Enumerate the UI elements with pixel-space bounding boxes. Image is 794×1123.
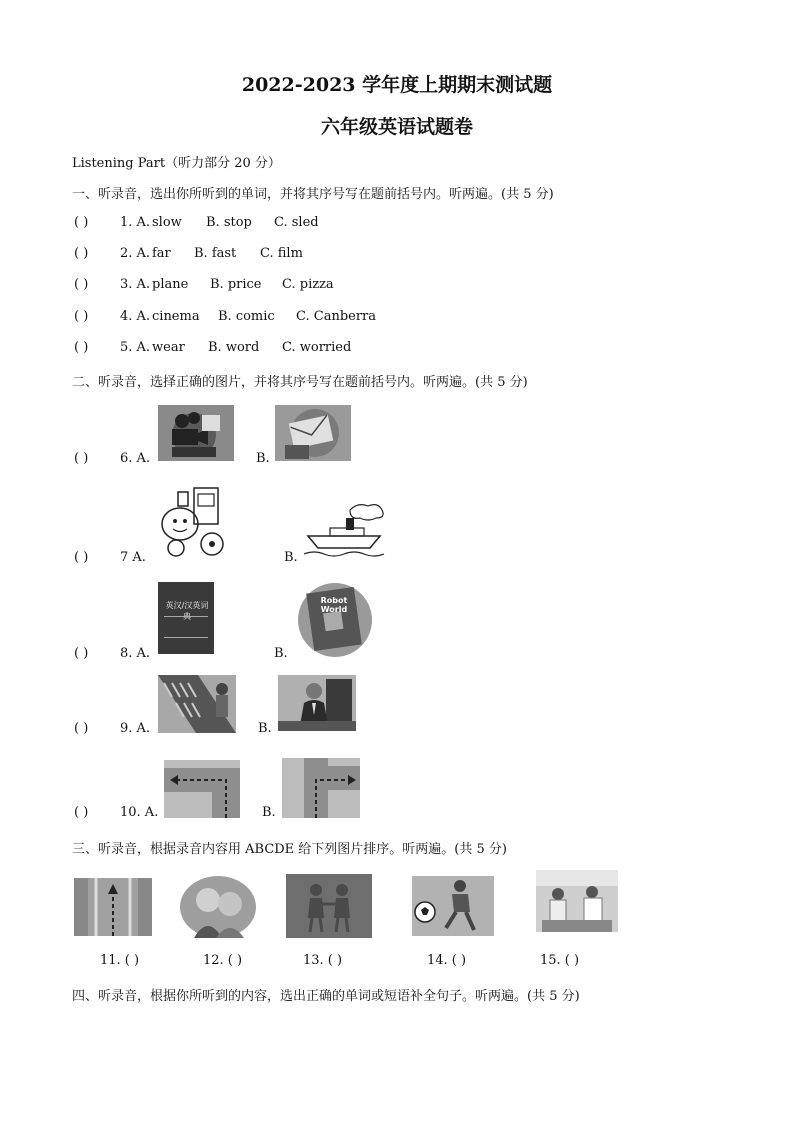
- answer-bracket[interactable]: ( ): [74, 340, 89, 355]
- turn-right-arrow-icon: [282, 758, 360, 818]
- question-2: ( ) 2. A. far B. fast C. film: [74, 246, 303, 261]
- section3-heading: 三、听录音，根据录音内容用 ABCDE 给下列图片排序。听两遍。(共 5 分): [72, 842, 507, 857]
- dictionary-title: 英汉/汉英词典: [165, 601, 209, 621]
- grandparents-picture[interactable]: [180, 876, 256, 938]
- order-answer-13[interactable]: 13. ( ): [303, 953, 343, 968]
- two-children-icon: [286, 874, 372, 938]
- children-hands-picture[interactable]: [286, 874, 372, 938]
- robot-book-picture[interactable]: [294, 582, 376, 658]
- question-3: ( ) 3. A. plane B. price C. pizza: [74, 277, 334, 292]
- answer-bracket[interactable]: ( ): [74, 451, 89, 466]
- doctor-patient-picture[interactable]: [536, 870, 618, 932]
- page-title: 2022-2023 学年度上期期末测试题: [241, 74, 553, 96]
- question-5: ( ) 5. A. wear B. word C. worried: [74, 340, 352, 355]
- soccer-ball-icon: [412, 876, 494, 936]
- turn-left-arrow-icon: [164, 760, 240, 818]
- answer-bracket[interactable]: ( ): [74, 550, 89, 565]
- robot-book-icon: [294, 582, 376, 658]
- old-couple-icon: [180, 876, 256, 938]
- section1-heading: 一、听录音，选出你所听到的单词，并将其序号写在题前括号内。听两遍。(共 5 分): [72, 187, 554, 202]
- section2-heading: 二、听录音，选择正确的图片，并将其序号写在题前括号内。听两遍。(共 5 分): [72, 375, 528, 390]
- order-answer-15[interactable]: 15. ( ): [540, 953, 580, 968]
- letter-icon: [275, 405, 351, 461]
- road-up-arrow-picture[interactable]: [74, 878, 152, 936]
- movie-camera-icon: [158, 405, 234, 461]
- question-7: ( ) 7 A.: [74, 550, 146, 565]
- question-6: ( ) 6. A.: [74, 451, 151, 466]
- straight-arrow-icon: [74, 878, 152, 936]
- soccer-picture[interactable]: [412, 876, 494, 936]
- question-1: ( ) 1. A. slow B. stop C. sled: [74, 215, 319, 230]
- post-office-picture[interactable]: [275, 405, 351, 461]
- man-at-desk-icon: [278, 675, 356, 731]
- question-8: ( ) 8. A.: [74, 646, 151, 661]
- page-subtitle: 六年级英语试题卷: [320, 116, 473, 138]
- order-answer-12[interactable]: 12. ( ): [203, 953, 243, 968]
- robot-book-title: Robot World: [320, 596, 348, 614]
- answer-bracket[interactable]: ( ): [74, 215, 89, 230]
- turn-left-road-picture[interactable]: [164, 760, 240, 818]
- order-answer-11[interactable]: 11. ( ): [100, 953, 140, 968]
- ship-picture[interactable]: [302, 500, 388, 560]
- ship-icon: [302, 500, 388, 560]
- listening-part-label: Listening Part（听力部分 20 分）: [72, 156, 281, 171]
- order-answer-14[interactable]: 14. ( ): [427, 953, 467, 968]
- section4-heading: 四、听录音，根据你所听到的内容，选出正确的单词或短语补全句子。听两遍。(共 5 分): [72, 989, 580, 1004]
- doctor-icon: [536, 870, 618, 932]
- stairs-icon: [158, 675, 236, 733]
- answer-bracket[interactable]: ( ): [74, 805, 89, 820]
- turn-right-road-picture[interactable]: [282, 758, 360, 818]
- answer-bracket[interactable]: ( ): [74, 309, 89, 324]
- office-man-picture[interactable]: [278, 675, 356, 731]
- dictionary-lines: [164, 616, 208, 638]
- answer-bracket[interactable]: ( ): [74, 646, 89, 661]
- question-9: ( ) 9. A.: [74, 721, 151, 736]
- question-4: ( ) 4. A. cinema B. comic C. Canberra: [74, 309, 377, 324]
- train-picture[interactable]: [158, 484, 228, 560]
- dictionary-picture[interactable]: [158, 582, 214, 654]
- movie-camera-picture[interactable]: [158, 405, 234, 461]
- answer-bracket[interactable]: ( ): [74, 721, 89, 736]
- train-icon: [158, 484, 228, 560]
- stairs-picture[interactable]: [158, 675, 236, 733]
- answer-bracket[interactable]: ( ): [74, 246, 89, 261]
- question-10: ( ) 10. A.: [74, 805, 159, 820]
- answer-bracket[interactable]: ( ): [74, 277, 89, 292]
